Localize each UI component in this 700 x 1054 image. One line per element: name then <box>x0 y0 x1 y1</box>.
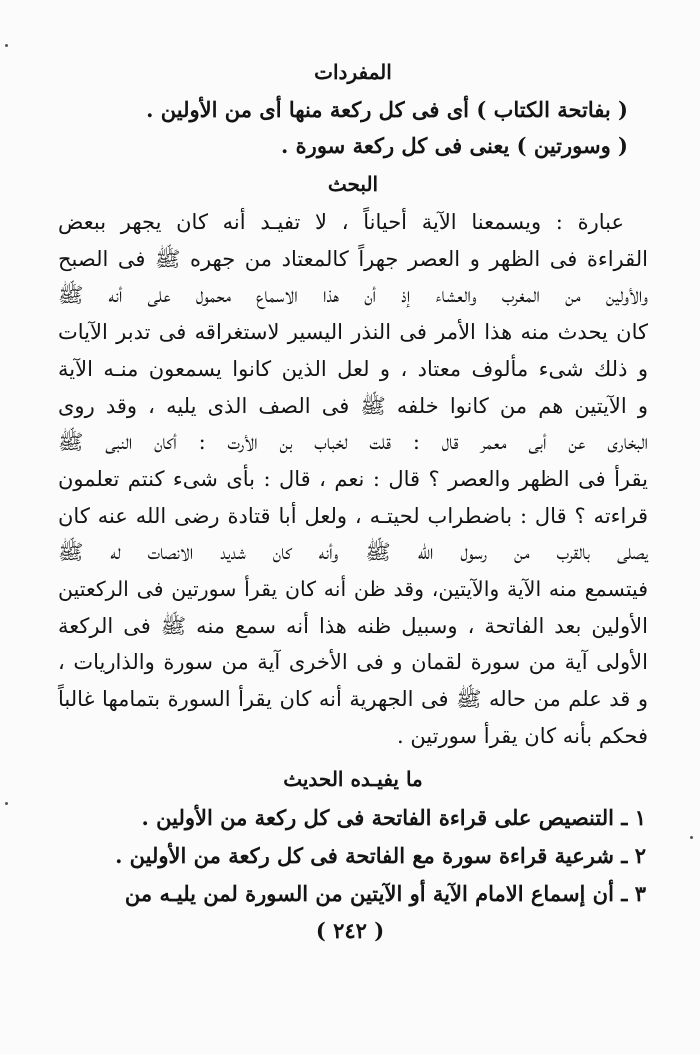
vocab-heading: المفردات <box>314 60 392 84</box>
discussion-line: و ذلك شىء مألوف معتاد ، و لعل الذين كانوا يسمعون منـه الآية <box>58 356 648 381</box>
discussion-line: والأولين من المغرب والعشاء إذ أن هذا الاسماع محمول على أنه ﷺ <box>58 283 648 308</box>
discussion-line: كان يحدث منه هذا الأمر فى النذر اليسير لاستغراقه فى تدبر الآيات <box>58 320 648 345</box>
discussion-line: قراءته ؟ قال : باضطراب لحيتـه ، ولعل أبا قتادة رضى الله عنه كان <box>58 503 648 528</box>
scan-speck <box>5 802 8 805</box>
discussion-paragraph <box>58 204 648 755</box>
discussion-line: القراءة فى الظهر و العصر جهراً كالمعتاد من جهره ﷺ فى الصبح <box>58 246 648 271</box>
discussion-line: البخارى عن أبى معمر قال : قلت لخباب بن الأرت : أكان النبى ﷺ <box>58 430 648 455</box>
discussion-line: الأولين بعد الفاتحة ، وسبيل ظنه هذا أنه سمع منه ﷺ فى الركعة <box>58 613 648 638</box>
benefit-item-1: ١ ـ التنصيص على قراءة الفاتحة فى كل ركعة من الأولين . <box>141 804 646 830</box>
discussion-line: و الآيتين هم من كانوا خلفه ﷺ فى الصف الذى يليه ، وقد روى <box>58 393 648 418</box>
discussion-line: يقرأ فى الظهر والعصر ؟ قال : نعم ، قال : بأى شىء كنتم تعلمون <box>58 466 648 491</box>
discussion-line: الأولى آية من سورة لقمان و فى الأخرى آية من سورة والذاريات ، <box>58 650 648 675</box>
benefit-item-3: ٣ ـ أن إسماع الامام الآية أو الآيتين من السورة لمن يليـه من <box>124 880 646 906</box>
discussion-line: و قد علم من حاله ﷺ فى الجهرية أنه كان يقرأ السورة بتمامها غالباً <box>58 687 648 712</box>
scan-speck <box>690 836 693 839</box>
benefit-item-2: ٢ ـ شرعية قراءة سورة مع الفاتحة فى كل ركعة من الأولين . <box>115 842 646 868</box>
scan-speck <box>5 44 8 47</box>
discussion-heading: البحث <box>327 172 379 196</box>
vocab-line-2: ( وسورتين ) يعنى فى كل ركعة سورة . <box>281 133 628 158</box>
page-number: ( ٢٤٢ ) <box>315 918 385 943</box>
benefits-heading: ما يفيـده الحديث <box>283 766 423 791</box>
vocab-line-1: ( بفاتحة الكتاب ) أى فى كل ركعة منها أى من الأولين . <box>146 97 628 122</box>
discussion-line: فحكم بأنه كان يقرأ سورتين . <box>396 723 648 748</box>
page-body <box>58 52 648 913</box>
discussion-line: فيتسمع منه الآية والآيتين، وقد ظن أنه كان يقرأ سورتين فى الركعتين <box>58 577 648 602</box>
discussion-line: عبارة : ويسمعنا الآية أحياناً ، لا تفيـد أنه كان يجهر ببعض <box>58 210 624 234</box>
discussion-line: يصلى بالقرب من رسول الله ﷺ وأنه كان شديد الانصات له ﷺ <box>58 540 648 565</box>
